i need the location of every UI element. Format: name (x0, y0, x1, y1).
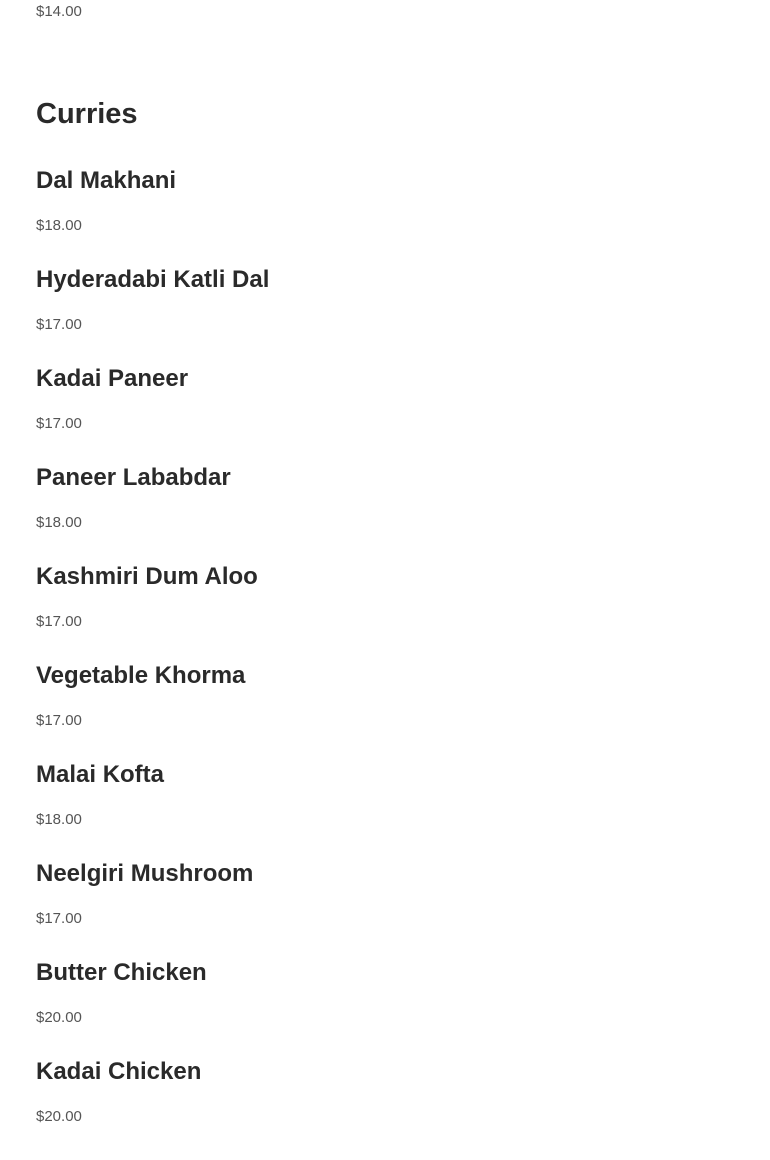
menu-item-name: Vegetable Khorma (36, 662, 246, 689)
menu-item-price: $20.00 (36, 1009, 82, 1026)
menu-item-price: $18.00 (36, 217, 82, 234)
menu-item-name: Dal Makhani (36, 167, 177, 194)
menu-item-price: $17.00 (36, 316, 82, 333)
menu-item-price: $20.00 (36, 1108, 82, 1125)
menu-item-price: $17.00 (36, 613, 82, 630)
menu-item-name: Kadai Chicken (36, 1058, 202, 1085)
menu-item-name: Kadai Paneer (36, 365, 189, 392)
menu-item-name: Neelgiri Mushroom (36, 860, 254, 887)
previous-item-price: $14.00 (36, 3, 82, 20)
menu-item-name: Kashmiri Dum Aloo (36, 563, 258, 590)
menu-item-name: Paneer Lababdar (36, 464, 231, 491)
menu-item-name: Hyderadabi Katli Dal (36, 266, 270, 293)
menu-item-price: $17.00 (36, 910, 82, 927)
menu-item-price: $17.00 (36, 712, 82, 729)
menu-item-price: $17.00 (36, 415, 82, 432)
section-title-curries: Curries (36, 98, 138, 130)
menu-item-name: Malai Kofta (36, 761, 165, 788)
menu-item-price: $18.00 (36, 811, 82, 828)
menu-item-price: $18.00 (36, 514, 82, 531)
menu-item-name: Butter Chicken (36, 959, 207, 986)
